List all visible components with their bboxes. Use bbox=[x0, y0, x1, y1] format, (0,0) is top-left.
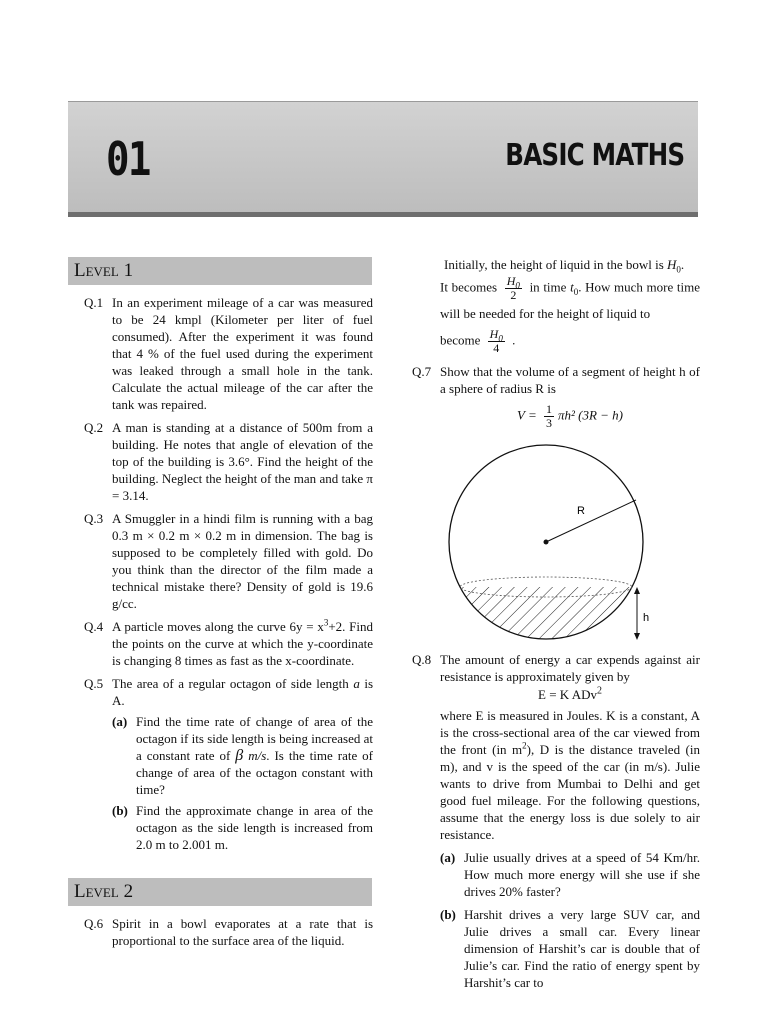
question-2: Q.2 A man is standing at a distance of 500m from a building. He notes that angle of elevation of the top of the building is 3.6°. Find the height of the building. Neglect the height of the man and take π = 3.14. bbox=[84, 420, 373, 503]
height-label: h bbox=[643, 612, 650, 624]
left-column bbox=[68, 294, 373, 859]
radius-label: R bbox=[577, 505, 585, 517]
question-5-part-b: (b) Find the approximate change in area of the octagon as the side length is increased from 2.0 m to 2.001 m. bbox=[112, 803, 373, 852]
volume-formula: V = $\frac{1}{3}$ πh² (3R − h) bbox=[516, 402, 624, 430]
question-3: Q.3 A Smuggler in a hindi film is running with a bag 0.3 m × 0.2 m × 0.2 m in dimension. The bag is supposed to be completely filled with gold. Do you think than the director of the film made a technical mistake there? Density of gold is 19.6 g/cc. bbox=[84, 511, 373, 611]
fraction-h0-over-4: $\frac{H_0}{4}$ bbox=[489, 327, 503, 355]
question-5: Q.5 The area of a regular octagon of side length a is A. (a) Find the time rate of change of area of the octagon if its side length is being increased at a constant rate of β m/s. Is the time rate of change of area of the octagon constant with time? (b) Find the approximate change in area of the octagon as the side length is increased from 2.0 m to 2.001 m. bbox=[84, 676, 374, 852]
question-8-part-b: (b) Harshit drives a very large SUV car, and Julie drives a small car. Every linear dimension of Harshit’s car is double that of Julie’s car. Find the ratio of energy spent by Harshit’s car to bbox=[440, 907, 700, 990]
chapter-number: 01 bbox=[106, 132, 150, 186]
left-column-level2 bbox=[68, 915, 373, 955]
question-8-part-a: (a) Julie usually drives at a speed of 54 Km/hr. How much more energy will she use if she drives 20% faster? bbox=[440, 850, 700, 899]
fraction-h0-over-2: $\frac{H_0}{2}$ bbox=[506, 274, 520, 302]
level-2-heading: Level 2 bbox=[68, 878, 372, 906]
level-1-heading: Level 1 bbox=[68, 257, 372, 285]
question-8-body: where E is measured in Joules. K is a constant, A is the cross-sectional area of the car viewed from the front (in $m^2$), D is the distance traveled (in m), and v is the speed of the car (in m/s). Julie wants to drive from Mumbai to Delhi and get good fuel mileage. For the following questions, assume that the energy loss is due solely to air resistance. bbox=[440, 708, 700, 842]
energy-formula: E = K ADv$^2$ bbox=[538, 685, 602, 702]
question-1: Q.1 In an experiment mileage of a car was measured to be 24 kmpl (Kilometer per liter of fuel consumed). After the experiment it was found that 4 % of the fuel used during the experiment was leaked through a small hole in the tank. Calculate the actual mileage of the car after the tank was repaired. bbox=[84, 295, 373, 412]
sphere-center-dot bbox=[544, 540, 549, 545]
chapter-title: BASIC MATHS bbox=[505, 138, 684, 173]
right-column bbox=[396, 256, 700, 436]
question-6: Q.6 Spirit in a bowl evaporates at a rate that is proportional to the surface area of the liquid. bbox=[84, 916, 373, 948]
chapter-banner bbox=[68, 102, 698, 212]
radius-line bbox=[546, 500, 636, 542]
sphere-segment-diagram bbox=[440, 432, 680, 652]
question-7: Q.7 Show that the volume of a segment of height h of a sphere of radius R is V = $\frac{1}{3}$ πh² (3R − h) bbox=[412, 364, 700, 430]
question-8: Q.8 The amount of energy a car expends against air resistance is approximately given by E = K ADv$^2$ where E is measured in Joules. K is a constant, A is the cross-sectional area of the car viewed from the front (in $m^2$), D is the distance traveled (in m), and v is the speed of the car (in m/s). Julie wants to drive from Mumbai to Delhi and get good fuel mileage. For the following questions, assume that the energy loss is due solely to air resistance. (a) Julie usually drives at a speed of 54 Km/hr. How much more energy will she use if she drives 20% faster? (b) Harshit drives a very large SUV car, and Julie drives a small car. Every linear dimension of Harshit’s car is double that of Julie’s car. Find the ratio of energy spent by Harshit’s car to bbox=[412, 652, 700, 990]
question-4: Q.4 A particle moves along the curve $6y = x^3+2$. Find the points on the curve at which the y-coordinate is changing 8 times as fast as the x-coordinate. bbox=[84, 617, 373, 668]
question-6-continued: Initially, the height of liquid in the bowl is $H_0$. It becomes $\frac{H_0}{2}$ in time $t_0$. How much more time will be needed for the height of liquid to become $\frac{H_0}{4}$ . bbox=[440, 257, 701, 355]
question-5-part-a: (a) Find the time rate of change of area of the octagon if its side length is being increased at a constant rate of β m/s. Is the time rate of change of area of the octagon constant with time? bbox=[112, 714, 374, 797]
right-column-q8 bbox=[396, 651, 700, 997]
